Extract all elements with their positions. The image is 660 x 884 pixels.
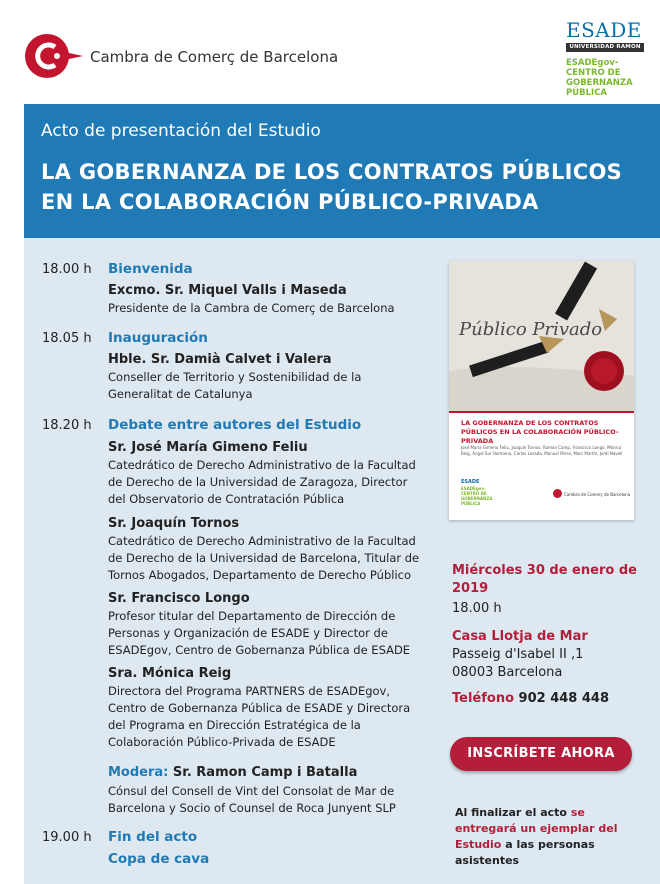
section-title-1: Bienvenida [108,261,193,277]
time-1: 18.00 h [42,262,92,277]
esade-ribbon: UNIVERSIDAD RAMON LLULL [566,43,644,52]
book-camara-icon [553,489,562,498]
speaker-desc: Presidente de la Cambra de Comerç de Barcelona [108,301,395,315]
event-address1: Passeig d'Isabel II ,1 [452,647,584,662]
speaker-name: Sr. Joaquín Tornos [108,516,240,531]
event-venue: Casa Llotja de Mar [452,629,588,644]
book-camara: Cambra de Comerç de Barcelona [564,492,631,497]
book-title: LA GOBERNANZA DE LOS CONTRATOS PÚBLICOS EN LA COLABORACIÓN PÚBLICO-PRIVADA [461,419,619,445]
closing-note [455,805,630,869]
section-title-3: Debate entre autores del Estudio [108,417,362,433]
book-esade: ESADE [461,479,480,485]
time-3: 18.20 h [42,418,92,433]
phone-number: 902 448 448 [518,691,610,706]
speaker-name: Sr. Francisco Longo [108,591,250,606]
moderator-label: Modera: [108,765,169,780]
book-authors: José María Gimeno Feliu, Joaquín Tornos, Ramon Camp, Francisco Longo, Mónica Reig, Ángel Sur Hormeno, Carlos Losada, Manuel Pérez, Marc Martín, Jordi Navell [461,445,623,456]
speaker-desc: Profesor titular del Departamento de Dirección de Personas y Organización de ESADE y Director de ESADEgov, Centro de Gobernanza Pública de ESADE [108,609,411,657]
event-address2: 08003 Barcelona [452,665,563,680]
note-highlight: se entregará un ejemplar del Estudio [455,806,618,851]
book-script-title: Público Privado [459,319,603,340]
speaker-desc: Catedrático de Derecho Administrativo de la Facultad de Derecho de la Universidad de Zaragoza, Director del Observatorio de Contratación Pública [108,458,416,506]
register-button[interactable]: INSCRÍBETE AHORA [450,737,632,771]
book-divider [449,411,634,413]
esadegov-logo: ESADEgov-CENTRO DE GOBERNANZA PÚBLICA [566,58,633,98]
speaker-name: Sr. José María Gimeno Feliu [108,440,308,455]
moderator-name: Sr. Ramon Camp i Batalla [172,765,358,780]
cambra-logo-icon [24,33,84,79]
speaker-name: Hble. Sr. Damià Calvet i Valera [108,352,332,367]
book-esadegov: ESADEgov-CENTRO DE GOBERNANZA PÚBLICA [461,486,493,506]
phone-label: Teléfono [452,691,515,706]
banner-subtitle: Acto de presentación del Estudio [41,121,321,141]
section-extra: Copa de cava [108,851,210,867]
organizer-name: Cambra de Comerç de Barcelona [90,48,339,66]
speaker-name: Excmo. Sr. Miquel Valls i Maseda [108,283,347,298]
book-cover-image [449,261,634,411]
title-banner [24,104,660,238]
event-date: Miércoles 30 de enero de 2019 [452,563,637,596]
speaker-name: Sra. Mónica Reig [108,666,232,681]
section-title-2: Inauguración [108,330,208,346]
speaker-desc: Catedrático de Derecho Administrativo de la Facultad de Derecho de la Universidad de Barcelona, Titular de Tornos Abogados, Departamento de Derecho Público [108,534,420,582]
event-phone [452,691,609,706]
esade-logo: ESADE [566,18,642,42]
moderator-line [108,765,357,780]
banner-title: LA GOBERNANZA DE LOS CONTRATOS PÚBLICOS EN LA COLABORACIÓN PÚBLICO-PRIVADA [41,160,623,214]
note-prefix: Al finalizar el acto [455,806,567,819]
time-2: 18.05 h [42,331,92,346]
note-suffix: a las personas asistentes [455,838,595,867]
time-4: 19.00 h [42,830,92,845]
speaker-desc: Directora del Programa PARTNERS de ESADEgov, Centro de Gobernanza Pública de ESADE y Directora del Programa en Dirección Estratégica de la Colaboración Público-Privada de ESADE [108,684,411,749]
moderator-desc: Cónsul del Consell de Vint del Consolat de Mar de Barcelona y Socio of Counsel de Roca Junyent SLP [108,784,396,815]
book-cover [449,261,634,520]
section-title-4: Fin del acto [108,829,198,845]
speaker-desc: Conseller de Territorio y Sostenibilidad de la Generalitat de Catalunya [108,370,362,401]
event-time: 18.00 h [452,601,502,616]
header [0,0,660,104]
